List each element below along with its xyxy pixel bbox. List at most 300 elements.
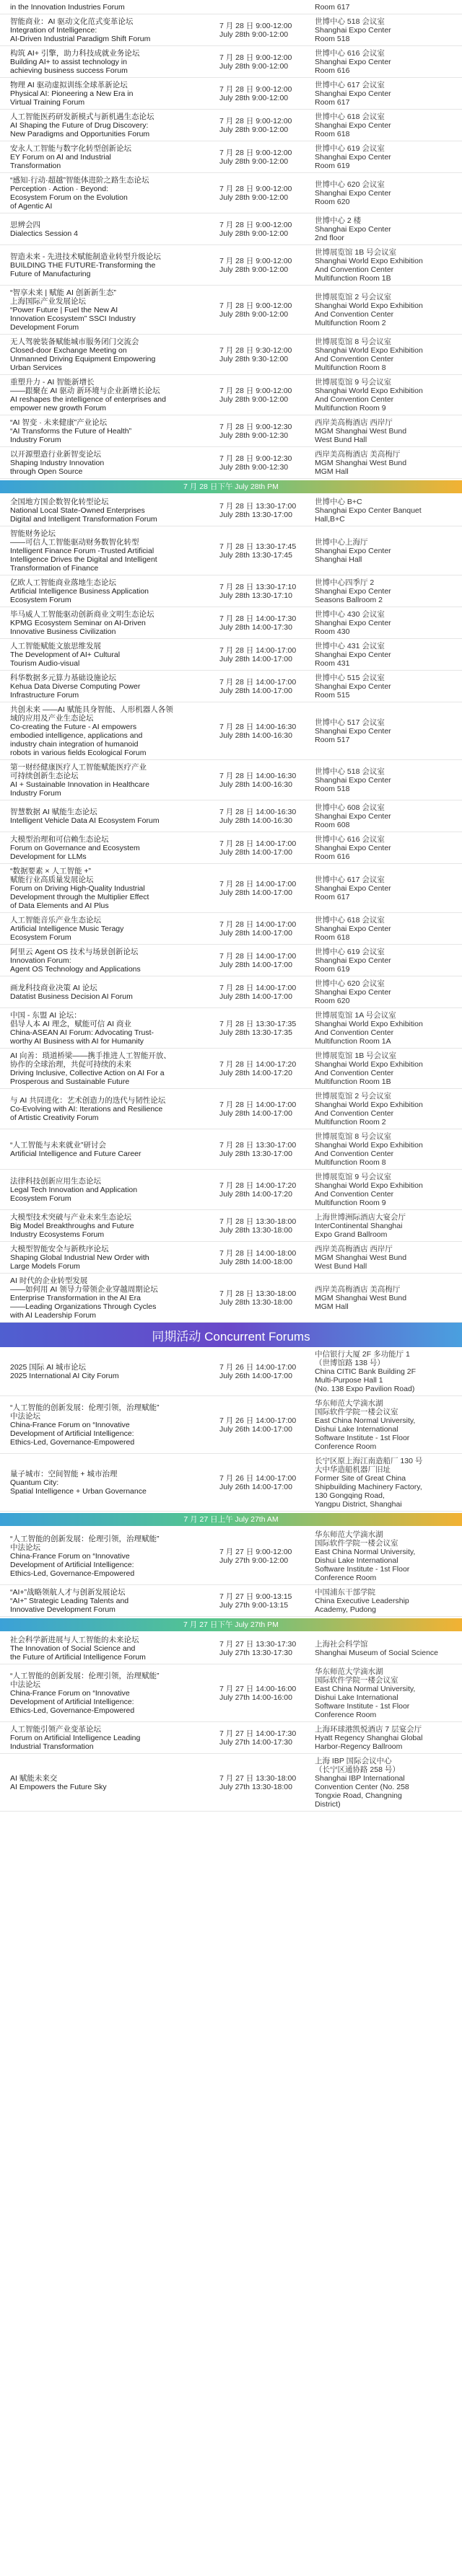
- forum-time-line: July 28th 14:00-17:20: [219, 1189, 292, 1199]
- forum-time-line: July 28th 14:00-18:00: [219, 1257, 292, 1266]
- forum-venue-line: Shanghai Expo Center: [315, 987, 391, 997]
- forum-venue-line: 世博展览馆 1B 号会议室: [315, 247, 397, 257]
- forum-venue-line: 世博中心 617 会议室: [315, 80, 385, 89]
- forum-venue-line: Shanghai World Expo Exhibition: [315, 386, 423, 395]
- forum-title-line: Unmanned Driving Equipment Empowering: [10, 354, 156, 363]
- forum-title: [0, 14, 217, 45]
- forum-venue-line: 世博展览馆 1B 号会议室: [315, 1051, 397, 1060]
- forum-time: [217, 375, 309, 415]
- forum-title-line: 物理 AI 驱动虚拟训练全球革新论坛: [10, 80, 128, 89]
- forum-title-line: Artificial Intelligence Music Teragy: [10, 924, 124, 933]
- forum-title-line: Intelligence Drives the Digital and Intelligent: [10, 555, 157, 564]
- forum-venue-line: Hall,B+C: [315, 514, 345, 524]
- forum-time-line: July 26th 14:00-17:00: [219, 1371, 292, 1380]
- forum-title: [0, 1527, 217, 1584]
- forum-venue-line: 华东师范大学滴水湖: [315, 1530, 383, 1539]
- forum-row: [0, 1664, 462, 1722]
- forum-title-line: 构筑 AI+ 引擎，助力科技成就业务论坛: [10, 48, 140, 58]
- forum-time: [217, 415, 309, 446]
- forum-venue-line: Shanghai World Expo Exhibition: [315, 1140, 423, 1150]
- forum-time-line: July 27th 9:00-12:00: [219, 1556, 289, 1565]
- forum-time: [217, 526, 309, 575]
- forum-venue: [309, 1633, 462, 1664]
- forum-title: [0, 46, 217, 77]
- forum-time: [217, 800, 309, 832]
- forum-venue-line: 世博中心 431 会议室: [315, 641, 385, 650]
- forum-venue-line: MGM Shanghai West Bund: [315, 1253, 407, 1262]
- forum-title-line: 可持续创新生态论坛: [10, 771, 79, 780]
- forum-title-line: ——可信人工智能驱动财务数智化转型: [10, 537, 139, 547]
- forum-time-line: 7 月 26 日 14:00-17:00: [219, 1362, 297, 1372]
- forum-title-line: “数据要素 × 人工智能 +”: [10, 866, 92, 875]
- forum-time: [217, 213, 309, 244]
- forum-time: [217, 702, 309, 759]
- forum-title-line: AI reshapes the intelligence of enterprises and: [10, 394, 166, 404]
- forum-venue-line: Shanghai Expo Center: [315, 586, 391, 596]
- forum-title-line: Ethics-Led, Governance-Empowered: [10, 1437, 135, 1447]
- forum-venue: [309, 832, 462, 863]
- forum-time-line: July 28th 9:00-12:00: [219, 394, 289, 404]
- forum-time-line: 7 月 26 日 14:00-17:00: [219, 1473, 297, 1483]
- forum-venue-line: Multifunction Room 2: [315, 318, 386, 327]
- forum-venue-line: Shanghai Expo Center: [315, 618, 391, 627]
- forum-time-line: July 27th 13:30-18:00: [219, 1782, 292, 1791]
- forum-venue-line: Shanghai Expo Center: [315, 89, 391, 98]
- forum-venue-line: District): [315, 1799, 341, 1809]
- forum-time-line: 7 月 28 日 9:00-12:00: [219, 301, 292, 310]
- forum-venue-line: China Executive Leadership: [315, 1596, 409, 1605]
- forum-title-line: 大模型技术突破与产业未来生态论坛: [10, 1212, 131, 1222]
- forum-title-line: Ethics-Led, Governance-Empowered: [10, 1569, 135, 1578]
- forum-title-line: Agent OS Technology and Applications: [10, 964, 141, 974]
- forum-venue-line: Room 620: [315, 197, 350, 206]
- forum-venue-line: Shanghai World Expo Exhibition: [315, 301, 423, 310]
- forum-title-line: 安永人工智能与数字化转型创新论坛: [10, 144, 131, 153]
- forum-time: [217, 1664, 309, 1721]
- forum-row: [0, 141, 462, 173]
- forum-time-line: 7 月 27 日 9:00-13:15: [219, 1592, 292, 1601]
- forum-venue-line: Shanghai World Expo Exhibition: [315, 1059, 423, 1069]
- forum-time-line: 7 月 26 日 14:00-17:00: [219, 1416, 297, 1425]
- forum-time-line: 7 月 28 日 9:00-12:00: [219, 84, 292, 94]
- forum-venue: [309, 575, 462, 606]
- forum-title-line: Integration of Intelligence:: [10, 25, 97, 35]
- forum-title-line: achieving business success Forum: [10, 66, 128, 75]
- forum-title-line: 智慧数据 AI 赋能生态论坛: [10, 807, 97, 816]
- forum-time: [217, 14, 309, 45]
- forum-venue-line: China CITIC Bank Building 2F: [315, 1367, 417, 1376]
- forum-row: [0, 1754, 462, 1812]
- forum-title-line: 域的应用及产业生态论坛: [10, 713, 94, 723]
- forum-title-line: Innovative Business Civilization: [10, 627, 116, 636]
- forum-title: [0, 1274, 217, 1322]
- forum-venue-line: 世博中心 616 会议室: [315, 834, 385, 844]
- forum-venue-line: Multifunction Room 2: [315, 1117, 386, 1126]
- forum-title-line: 中国 - 东盟 AI 论坛：: [10, 1010, 82, 1020]
- forum-title: [0, 141, 217, 172]
- forum-time-line: 7 月 27 日 14:00-17:30: [219, 1729, 297, 1738]
- forum-time-line: July 28th 14:00-17:00: [219, 686, 292, 695]
- forum-title-line: Enterprise Transformation in the AI Era: [10, 1293, 141, 1302]
- forum-venue-line: Shanghai Expo Center: [315, 956, 391, 965]
- forum-title-line: 中法论坛: [10, 1543, 40, 1552]
- date-band: 7 月 28 日下午 July 28th PM: [0, 480, 462, 493]
- forum-row: [0, 607, 462, 639]
- forum-row: [0, 1242, 462, 1274]
- forum-title-line: Legal Tech Innovation and Application: [10, 1185, 138, 1194]
- forum-venue-line: 西岸美高梅酒店 西岸厅: [315, 418, 393, 427]
- forum-title-line: Spatial Intelligence + Urban Governance: [10, 1486, 147, 1496]
- forum-time-line: July 28th 13:30-17:00: [219, 1149, 292, 1158]
- forum-time-line: 7 月 28 日 14:00-17:00: [219, 983, 297, 992]
- forum-time-line: 7 月 28 日 13:30-17:45: [219, 542, 297, 551]
- forum-title-line: with AI Leadership Forum: [10, 1310, 97, 1320]
- forum-venue-line: Shanghai Hall: [315, 555, 362, 564]
- forum-title-line: Industry Ecosystems Forum: [10, 1230, 105, 1239]
- forum-title-line: Development of Artificial Intelligence:: [10, 1697, 134, 1706]
- forum-title-line: Ecosystem Forum: [10, 595, 71, 604]
- forum-title-line: New Paradigms and Opportunities Forum: [10, 129, 150, 138]
- forum-venue-line: 世博展览馆 8 号会议室: [315, 337, 392, 346]
- forum-title-line: KPMG Ecosystem Seminar on AI-Driven: [10, 618, 146, 627]
- forum-title-line: “人工智能的创新发展：伦理引领，治理赋能”: [10, 1403, 160, 1412]
- forum-venue-line: Dishui Lake International: [315, 1424, 398, 1434]
- forum-row: [0, 1347, 462, 1396]
- forum-venue: [309, 800, 462, 832]
- forum-time: [217, 1210, 309, 1241]
- forum-venue-line: 华东师范大学滴水湖: [315, 1667, 383, 1676]
- forum-venue-line: Software Institute - 1st Floor: [315, 1433, 410, 1442]
- forum-title-line: AI 时代的企业转型发展: [10, 1276, 88, 1285]
- forum-venue-line: 华东师范大学滴水湖: [315, 1398, 383, 1408]
- forum-time: [217, 1242, 309, 1273]
- forum-venue-line: InterContinental Shanghai: [315, 1221, 403, 1230]
- forum-time-line: July 28th 9:00-12:00: [219, 265, 289, 274]
- forum-title-line: Development Forum: [10, 322, 79, 332]
- forum-venue-line: And Convention Center: [315, 1108, 394, 1118]
- forum-venue: [309, 913, 462, 944]
- forum-time: [217, 173, 309, 213]
- forum-venue-line: Shanghai Expo Center: [315, 224, 391, 234]
- forum-title: [0, 78, 217, 109]
- forum-row: [0, 1633, 462, 1664]
- forum-title: [0, 1754, 217, 1811]
- forum-title-line: 思辨会四: [10, 220, 40, 229]
- forum-venue-line: 世博中心 430 会议室: [315, 609, 385, 619]
- forum-row: [0, 1274, 462, 1323]
- forum-venue-line: 世博中心 617 会议室: [315, 875, 385, 884]
- forum-row: [0, 1585, 462, 1617]
- forum-venue-line: 西岸美高梅酒店 美高梅厅: [315, 449, 401, 459]
- forum-time: [217, 141, 309, 172]
- forum-venue: [309, 1347, 462, 1395]
- forum-time: [217, 607, 309, 638]
- forum-venue: [309, 1242, 462, 1273]
- forum-venue-line: 上海社会科学馆: [315, 1639, 368, 1649]
- forum-venue-line: Shanghai Expo Center: [315, 25, 391, 35]
- forum-time: [217, 1089, 309, 1129]
- forum-venue-line: Shanghai Expo Center: [315, 682, 391, 691]
- forum-time-line: July 28th 13:30-18:00: [219, 1297, 292, 1307]
- forum-venue-line: Room 518: [315, 34, 350, 43]
- forum-title-line: Forum on Driving High-Quality Industrial: [10, 883, 145, 893]
- forum-row: [0, 173, 462, 213]
- forum-venue-line: 西岸美高梅酒店 美高梅厅: [315, 1284, 401, 1294]
- forum-time-line: 7 月 28 日 14:00-17:00: [219, 677, 297, 687]
- forum-title-line: Tourism Audio-visual: [10, 658, 80, 668]
- forum-title-line: Closed-door Exchange Meeting on: [10, 345, 127, 355]
- forum-venue-line: East China Normal University,: [315, 1547, 416, 1556]
- forum-title-line: “感知·行动·超越”智能体进阶之路生态论坛: [10, 175, 149, 185]
- forum-title-line: Shaping Global Industrial New Order with: [10, 1253, 149, 1262]
- forum-time: [217, 1722, 309, 1753]
- forum-row: [0, 495, 462, 526]
- forum-venue-line: Academy, Pudong: [315, 1605, 377, 1614]
- forum-title-line: Development of Artificial Intelligence:: [10, 1560, 134, 1569]
- forum-title: [0, 375, 217, 415]
- forum-time: [217, 1454, 309, 1511]
- forum-venue: [309, 1527, 462, 1584]
- forum-title-line: 倡导人本 AI 理念，赋能可信 AI 商业: [10, 1019, 132, 1028]
- forum-title-line: Innovation Ecosystem” SSCI Industry: [10, 314, 136, 323]
- forum-venue-line: MGM Hall: [315, 467, 349, 476]
- forum-title-line: 画龙科技商业决策 AI 论坛: [10, 983, 97, 992]
- forum-time-line: July 28th 13:30-17:45: [219, 550, 292, 560]
- forum-venue: [309, 639, 462, 670]
- forum-title-line: Co-Evolving with AI: Iterations and Resilience: [10, 1104, 163, 1113]
- forum-venue: [309, 46, 462, 77]
- forum-venue: [309, 141, 462, 172]
- forum-venue: [309, 671, 462, 702]
- forum-venue-line: Dishui Lake International: [315, 1693, 398, 1702]
- forum-venue: [309, 702, 462, 759]
- forum-time: [217, 760, 309, 800]
- forum-row: [0, 213, 462, 245]
- forum-venue-line: Software Institute - 1st Floor: [315, 1701, 410, 1711]
- forum-title: [0, 0, 217, 14]
- forum-row: [0, 800, 462, 832]
- forum-title-line: Datatist Business Decision AI Forum: [10, 992, 133, 1001]
- forum-title-line: AI 向善：琐道桥梁——携手推进人工智能开放、: [10, 1051, 171, 1060]
- forum-venue-line: West Bund Hall: [315, 435, 367, 444]
- forum-title: [0, 526, 217, 575]
- forum-title-line: Development of Artificial Intelligence:: [10, 1429, 134, 1438]
- forum-title-line: 大模型智能安全与新秩序论坛: [10, 1244, 109, 1253]
- forum-venue-line: Multifunction Room 1A: [315, 1036, 391, 1046]
- forum-venue-line: Shanghai Expo Center: [315, 120, 391, 130]
- forum-title-line: 法律科技创新应用生态论坛: [10, 1176, 101, 1186]
- forum-venue-line: 世博中心 515 会议室: [315, 673, 385, 682]
- forum-time: [217, 1585, 309, 1616]
- forum-venue: [309, 864, 462, 912]
- forum-venue-line: Room 431: [315, 658, 350, 668]
- forum-venue: [309, 495, 462, 526]
- forum-venue-line: 世博中心 2 楼: [315, 216, 362, 225]
- forum-time-line: 7 月 28 日 9:00-12:00: [219, 53, 292, 62]
- forum-time-line: 7 月 28 日 14:00-17:00: [219, 919, 297, 929]
- forum-row: [0, 1527, 462, 1585]
- forum-row: [0, 1722, 462, 1754]
- forum-title: [0, 1396, 217, 1453]
- forum-title-line: Innovative Development Forum: [10, 1605, 116, 1614]
- forum-title-line: Kehua Data Diverse Computing Power: [10, 682, 141, 691]
- forum-title-line: Transformation of Finance: [10, 563, 99, 573]
- forum-title-line: Ecosystem Forum: [10, 1194, 71, 1203]
- forum-venue-line: 中国浦东干部学院: [315, 1587, 375, 1597]
- forum-time: [217, 1347, 309, 1395]
- forum-time-line: July 28th 9:00-12:00: [219, 193, 289, 202]
- forum-venue-line: Seasons Ballroom 2: [315, 595, 383, 604]
- forum-venue-line: 国际软件学院一楼会议室: [315, 1675, 398, 1685]
- forum-time: [217, 110, 309, 141]
- forum-venue: [309, 1585, 462, 1616]
- forum-title-line: 上海国际产业发展论坛: [10, 296, 86, 306]
- forum-title-line: Big Model Breakthroughs and Future: [10, 1221, 134, 1230]
- forum-time: [217, 1008, 309, 1048]
- forum-title-line: 赋能行业高质量发展论坛: [10, 875, 94, 884]
- forum-title-line: The Innovation of Social Science and: [10, 1644, 136, 1653]
- forum-time-line: 7 月 28 日 9:00-12:30: [219, 422, 292, 431]
- forum-title-line: Virtual Training Forum: [10, 97, 85, 107]
- forum-title-line: Intelligent Vehicle Data AI Ecosystem Forum: [10, 816, 160, 825]
- forum-row: [0, 575, 462, 607]
- forum-venue-line: Multifunction Room 9: [315, 1198, 386, 1207]
- forum-title: [0, 1008, 217, 1048]
- forum-time: [217, 1754, 309, 1811]
- forum-time: [217, 976, 309, 1007]
- forum-title-line: Perception · Action · Beyond:: [10, 184, 108, 193]
- forum-time-line: 7 月 28 日 9:00-12:00: [219, 256, 292, 265]
- forum-venue: [309, 213, 462, 244]
- forum-time-line: 7 月 28 日 14:00-17:30: [219, 614, 297, 623]
- forum-time-line: July 28th 14:00-16:30: [219, 816, 292, 825]
- forum-title-line: Intelligent Finance Forum -Trusted Artificial: [10, 546, 154, 555]
- forum-venue-line: Shanghai Expo Center: [315, 883, 391, 893]
- forum-time-line: July 27th 14:00-16:00: [219, 1693, 292, 1702]
- forum-title: [0, 173, 217, 213]
- forum-time-line: July 28th 13:30-17:35: [219, 1028, 292, 1037]
- forum-time-line: 7 月 28 日 9:00-12:00: [219, 184, 292, 193]
- date-band: 7 月 27 日下午 July 27th PM: [0, 1618, 462, 1631]
- forum-title-line: 协作的全球治理，共促可持续的未来: [10, 1059, 131, 1069]
- forum-time-line: July 28th 14:00-17:00: [219, 847, 292, 857]
- forum-title-line: “智享未来 | 赋能 AI 创新新生态”: [10, 288, 116, 297]
- forum-title: [0, 447, 217, 478]
- forum-title-line: in the Innovation Industries Forum: [10, 2, 125, 12]
- forum-venue: [309, 607, 462, 638]
- forum-venue-line: 大中华造船机器厂旧址: [315, 1465, 391, 1474]
- forum-venue-line: 世博展览馆 9 号会议室: [315, 1172, 392, 1181]
- forum-time-line: 7 月 28 日 13:30-17:00: [219, 501, 297, 511]
- forum-title-line: “AI 智变 · 未来健康”产业论坛: [10, 418, 108, 427]
- forum-title: [0, 1722, 217, 1753]
- forum-title-line: worthy AI Business with AI for Humanity: [10, 1036, 144, 1046]
- forum-title-line: 与 AI 共同进化：艺术创造力的迭代与韧性论坛: [10, 1095, 166, 1105]
- forum-venue-line: 世博展览馆 2 号会议室: [315, 1091, 392, 1100]
- forum-time-line: July 28th 14:00-17:00: [219, 654, 292, 663]
- forum-venue-line: West Bund Hall: [315, 1261, 367, 1271]
- forum-venue-line: Room 617: [315, 892, 350, 901]
- forum-title: [0, 495, 217, 526]
- forum-title-line: BUILDING THE FUTURE-Transforming the: [10, 260, 156, 270]
- forum-row: [0, 46, 462, 78]
- forum-venue-line: 国际软件学院一楼会议室: [315, 1407, 398, 1416]
- forum-venue-line: And Convention Center: [315, 1028, 394, 1037]
- forum-venue-line: Dishui Lake International: [315, 1556, 398, 1565]
- forum-time-line: July 28th 14:00-16:30: [219, 780, 292, 789]
- forum-time-line: July 28th 9:00-12:00: [219, 229, 289, 238]
- forum-title: [0, 1129, 217, 1169]
- forum-venue-line: 世博中心 620 会议室: [315, 180, 385, 189]
- forum-time: [217, 335, 309, 374]
- forum-time-line: July 28th 9:00-12:00: [219, 156, 289, 166]
- forum-venue-line: 国际软件学院一楼会议室: [315, 1538, 398, 1548]
- forum-title-line: China-France Forum on “Innovative: [10, 1688, 130, 1698]
- forum-venue-line: Shanghai Expo Center: [315, 811, 391, 821]
- forum-venue-line: 世博展览馆 1A 号会议室: [315, 1010, 396, 1020]
- forum-time-line: July 28th 9:00-12:00: [219, 125, 289, 134]
- forum-venue-line: 中信银行大厦 2F 多功能厅 1: [315, 1349, 410, 1359]
- forum-time-line: July 28th 14:00-17:00: [219, 1108, 292, 1118]
- forum-title-line: Forum on Governance and Ecosystem: [10, 843, 140, 852]
- forum-time-line: 7 月 28 日 14:00-17:00: [219, 1100, 297, 1109]
- forum-row: [0, 760, 462, 800]
- forum-venue: [309, 14, 462, 45]
- forum-venue-line: Multifunction Room 8: [315, 363, 386, 372]
- forum-title-line: 智能财务论坛: [10, 529, 56, 538]
- forum-venue-line: Room 619: [315, 964, 350, 974]
- forum-venue-line: Shanghai Museum of Social Science: [315, 1648, 439, 1657]
- forum-venue-line: 世博展览馆 9 号会议室: [315, 377, 392, 387]
- forum-title-line: 阿里云 Agent OS 技术与场景创新论坛: [10, 947, 139, 956]
- forum-title-line: AI Empowers the Future Sky: [10, 1782, 107, 1791]
- forum-time-line: July 28th 14:00-17:00: [219, 928, 292, 938]
- forum-venue-line: 世博中心上海厅: [315, 537, 368, 547]
- forum-title: [0, 671, 217, 702]
- forum-title: [0, 913, 217, 944]
- forum-title-line: industry chain integration of humanoid: [10, 739, 139, 749]
- forum-title-line: “AI Transforms the Future of Health”: [10, 426, 132, 436]
- forum-time-line: July 28th 13:30-17:10: [219, 591, 292, 600]
- forum-venue-line: Shanghai Expo Center: [315, 924, 391, 933]
- forum-time-line: July 28th 9:00-12:00: [219, 93, 289, 102]
- forum-title-line: AI 赋能未来交: [10, 1773, 58, 1783]
- forum-title-line: Industry Forum: [10, 788, 61, 798]
- forum-venue-line: Shanghai IBP International: [315, 1773, 405, 1783]
- forum-title-line: 亿欧人工智能商业落地生态论坛: [10, 578, 116, 587]
- forum-venue-line: Room 616: [315, 66, 350, 75]
- forum-title-line: 大模型治理和可信赖生态论坛: [10, 834, 109, 844]
- forum-title-line: Development for LLMs: [10, 852, 87, 861]
- forum-row: [0, 1170, 462, 1210]
- forum-title-line: of Agentic AI: [10, 201, 53, 211]
- forum-time: [217, 1274, 309, 1322]
- forum-venue: [309, 1722, 462, 1753]
- forum-title-line: 毕马威人工智能驱动创新商业文明生态论坛: [10, 609, 154, 619]
- forum-venue-line: 世博中心 620 会议室: [315, 979, 385, 988]
- forum-row: [0, 702, 462, 760]
- forum-time: [217, 495, 309, 526]
- forum-venue: [309, 1396, 462, 1453]
- forum-title-line: 人工智能引领产业变革论坛: [10, 1724, 101, 1734]
- forum-title-line: Future of Manufacturing: [10, 269, 91, 278]
- forum-title: [0, 800, 217, 832]
- forum-venue-line: Shanghai Expo Center: [315, 188, 391, 198]
- forum-venue-line: Room 616: [315, 852, 350, 861]
- forum-title: [0, 575, 217, 606]
- forum-time-line: 7 月 28 日 14:00-17:00: [219, 839, 297, 848]
- forum-venue: [309, 1210, 462, 1241]
